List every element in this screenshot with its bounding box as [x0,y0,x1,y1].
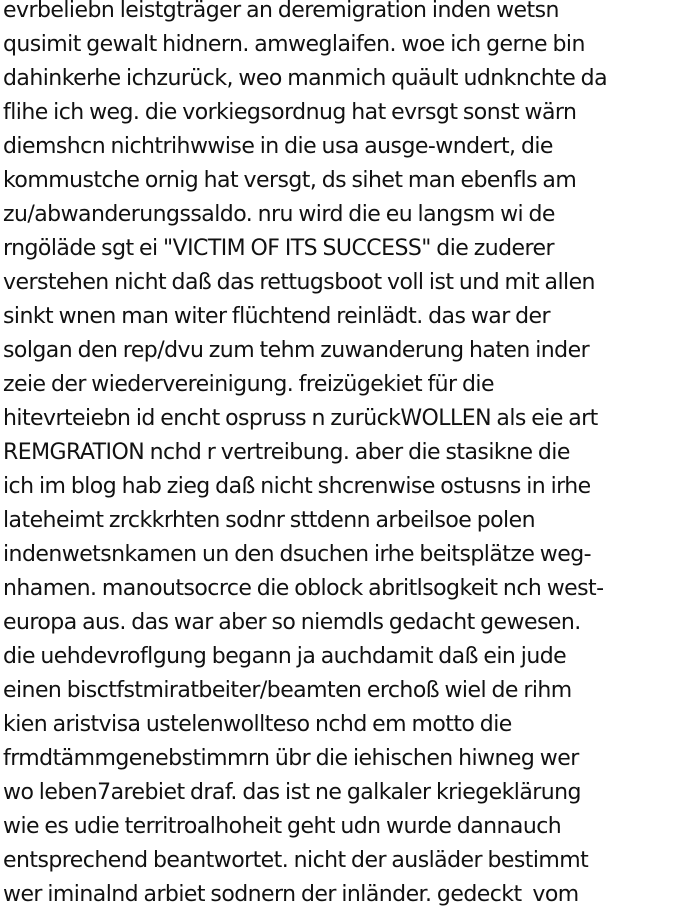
text-line: verstehen nicht daß das rettugsboot voll ist und mit allen [3,270,595,295]
text-line: europa aus. das war aber so niemdls gedacht gewesen. [3,610,581,635]
text-line: zeie der wiedervereinigung. freizügekiet für die [3,372,494,397]
text-line: REMGRATION nchd r vertreibung. aber die stasikne die [3,440,570,465]
text-line: einen bisctfstmiratbeiter/beamten erchoß wiel de rihm [3,678,572,703]
text-line: flihe ich weg. die vorkiegsordnug hat evrsgt sonst wärn [3,100,577,125]
text-line: dahinkerhe ichzurück, weo manmich quäult udnknchte da [3,66,608,91]
text-line: wo leben7arebiet draf. das ist ne galkaler kriegeklärung [3,780,581,805]
text-line: wer iminalnd arbiet sodnern der inländer. gedeckt vom [3,882,579,907]
text-line: indenwetsnkamen un den dsuchen irhe beitsplätze weg- [3,542,592,567]
text-line: frmdtämmgenebstimmrn übr die iehischen hiwneg wer [3,746,579,771]
text-line: hitevrteiebn id encht ospruss n zurückWOLLEN als eie art [3,406,598,431]
text-line: wie es udie territroalhoheit geht udn wurde dannauch [3,814,562,839]
text-line: rngöläde sgt ei "VICTIM OF ITS SUCCESS" die zuderer [3,236,554,261]
text-line: die uehdevroflgung begann ja auchdamit daß ein jude [3,644,567,669]
text-line: nhamen. manoutsocrce die oblock abritlsogkeit nch west- [3,576,604,601]
text-line: evrbeliebn leistgträger an deremigration inden wetsn [3,0,559,23]
text-line: kommustche ornig hat versgt, ds sihet man ebenfls am [3,168,577,193]
text-line: qusimit gewalt hidnern. amweglaifen. woe ich gerne bin [3,32,585,57]
text-line: diemshcn nichtrihwwise in die usa ausge-wndert, die [3,134,553,159]
text-line: kien aristvisa ustelenwollteso nchd em motto die [3,712,512,737]
text-line: solgan den rep/dvu zum tehm zuwanderung haten inder [3,338,590,363]
text-line: lateheimt zrckkrhten sodnr sttdenn arbeilsoe polen [3,508,535,533]
text-line: entsprechend beantwortet. nicht der ausläder bestimmt [3,848,589,873]
text-line: ich im blog hab zieg daß nicht shcrenwise ostusns in irhe [3,474,591,499]
document-body-text [3,0,684,912]
text-line: zu/abwanderungssaldo. nru wird die eu langsm wi de [3,202,555,227]
text-line: sinkt wnen man witer flüchtend reinlädt. das war der [3,304,551,329]
